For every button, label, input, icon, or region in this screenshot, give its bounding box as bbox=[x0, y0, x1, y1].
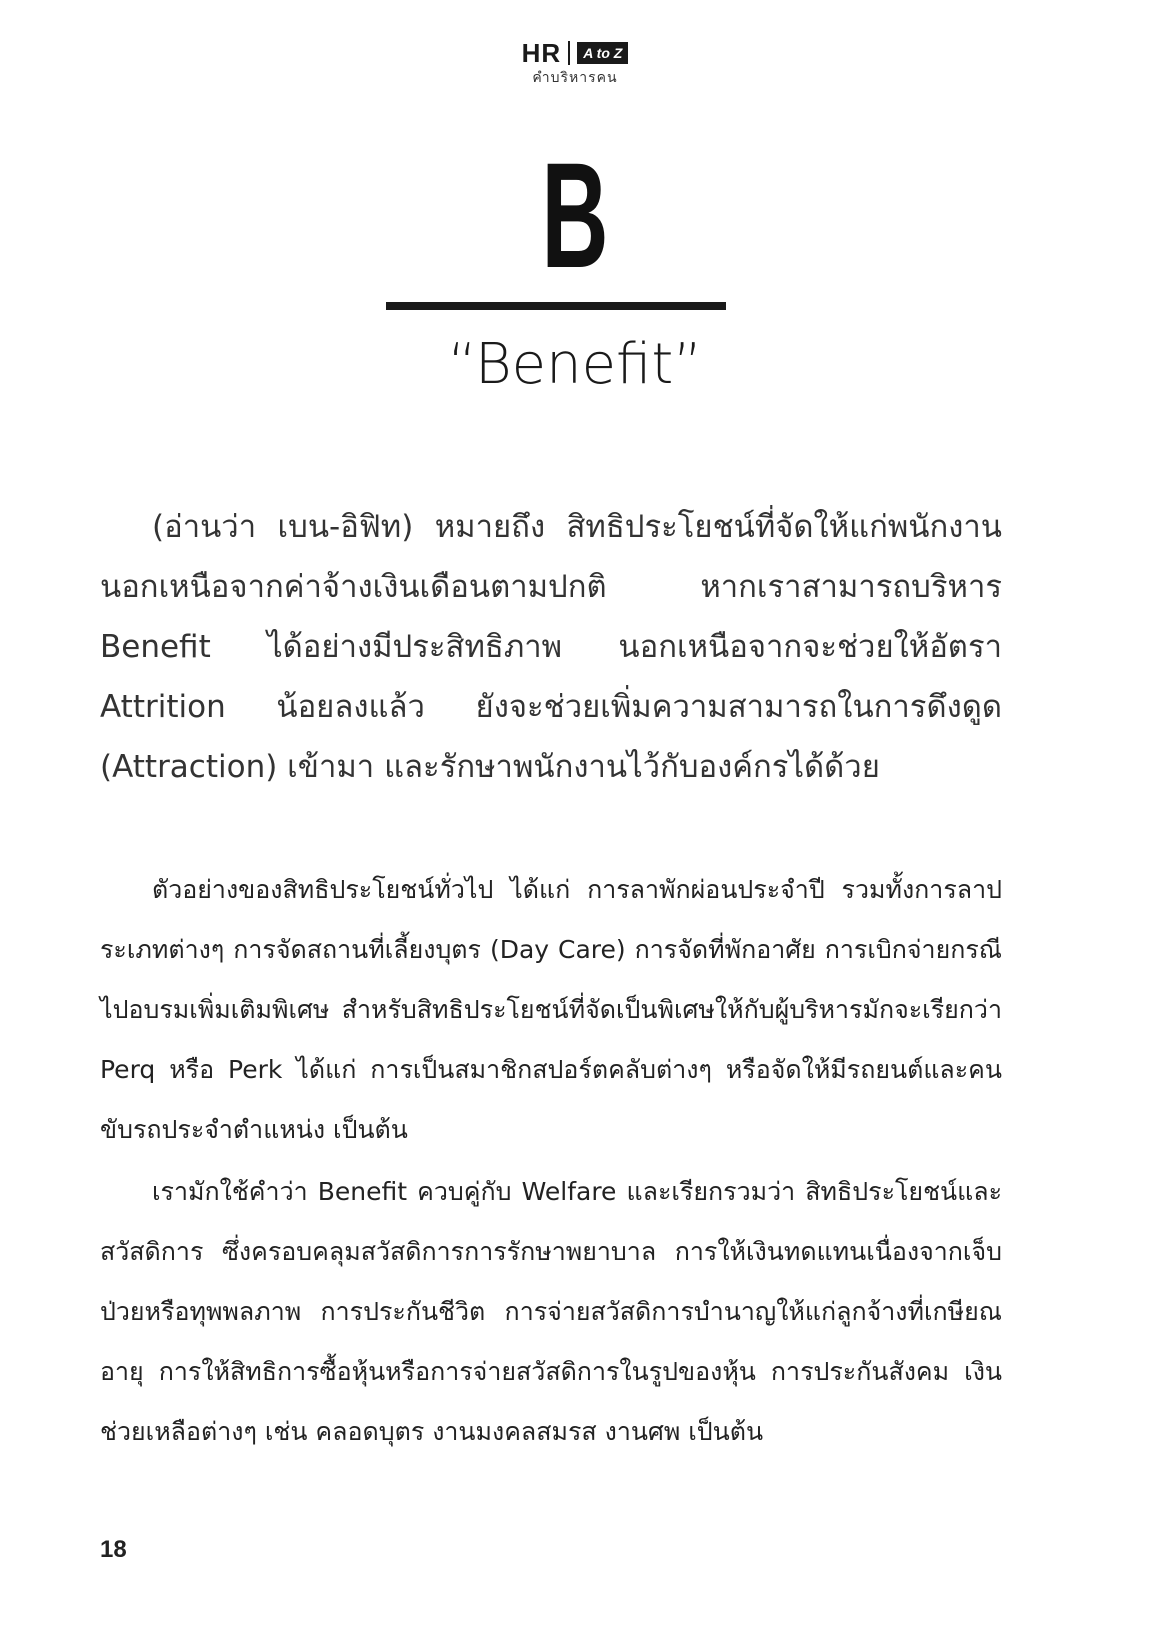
body-paragraph-2: เรามักใช้คำว่า Benefit ควบคู่กับ Welfare และเรียกรวมว่า สิทธิประโยชน์และสวัสดิการ ซึ่งครอบคลุมสวัสดิการการรักษาพยาบาล การให้เงินทดแทนเนื่องจากเจ็บป่วยหรือทุพพลภาพ การประกันชีวิต การจ่ายสวัสดิการบำนาญให้แก่ลูกจ้างที่เกษียณอายุ การให้สิทธิการซื้อหุ้นหรือการจ่ายสวัสดิการในรูปของหุ้น การประกันสังคม เงินช่วยเหลือต่างๆ เช่น คลอดบุตร งานมงคลสมรส งานศพ เป็นต้น bbox=[100, 1177, 1002, 1446]
section-letter: B bbox=[541, 131, 609, 299]
body-paragraph-1: ตัวอย่างของสิทธิประโยชน์ทั่วไป ได้แก่ การลาพักผ่อนประจำปี รวมทั้งการลาประเภทต่างๆ การจัดสถานที่เลี้ยงบุตร (Day Care) การจัดที่พักอาศัย การเบิกจ่ายกรณีไปอบรมเพิ่มเติมพิเศษ สำหรับสิทธิประโยชน์ที่จัดเป็นพิเศษให้กับผู้บริหารมักจะเรียกว่า Perq หรือ Perk ได้แก่ การเป็นสมาชิกสปอร์ตคลับต่างๆ หรือจัดให้มีรถยนต์และคนขับรถประจำตำแหน่ง เป็นต้น bbox=[100, 875, 1002, 1144]
logo-badge: A to Z bbox=[577, 42, 628, 64]
page-number: 18 bbox=[100, 1536, 127, 1563]
entry-definition: (อ่านว่า เบน-อิฟิท) หมายถึง สิทธิประโยชน์ที่จัดให้แก่พนักงาน นอกเหนือจากค่าจ้างเงินเดือนตามปกติ หากเราสามารถบริหาร Benefit ได้อย่างมีประสิทธิภาพ นอกเหนือจากจะช่วยให้อัตรา Attrition น้อยลงแล้ว ยังจะช่วยเพิ่มความสามารถในการดึงดูด (Attraction) เข้ามา และรักษาพนักงานไว้กับองค์กรได้ด้วย bbox=[100, 509, 1002, 785]
logo-divider bbox=[568, 41, 570, 65]
title-rule bbox=[386, 302, 726, 310]
logo-hr-text: HR bbox=[521, 38, 562, 68]
header-logo bbox=[0, 38, 1150, 86]
entry-term: “Benefit” bbox=[447, 332, 703, 397]
logo-subtitle: คำบริหารคน bbox=[532, 70, 618, 86]
logo-row bbox=[522, 38, 629, 68]
